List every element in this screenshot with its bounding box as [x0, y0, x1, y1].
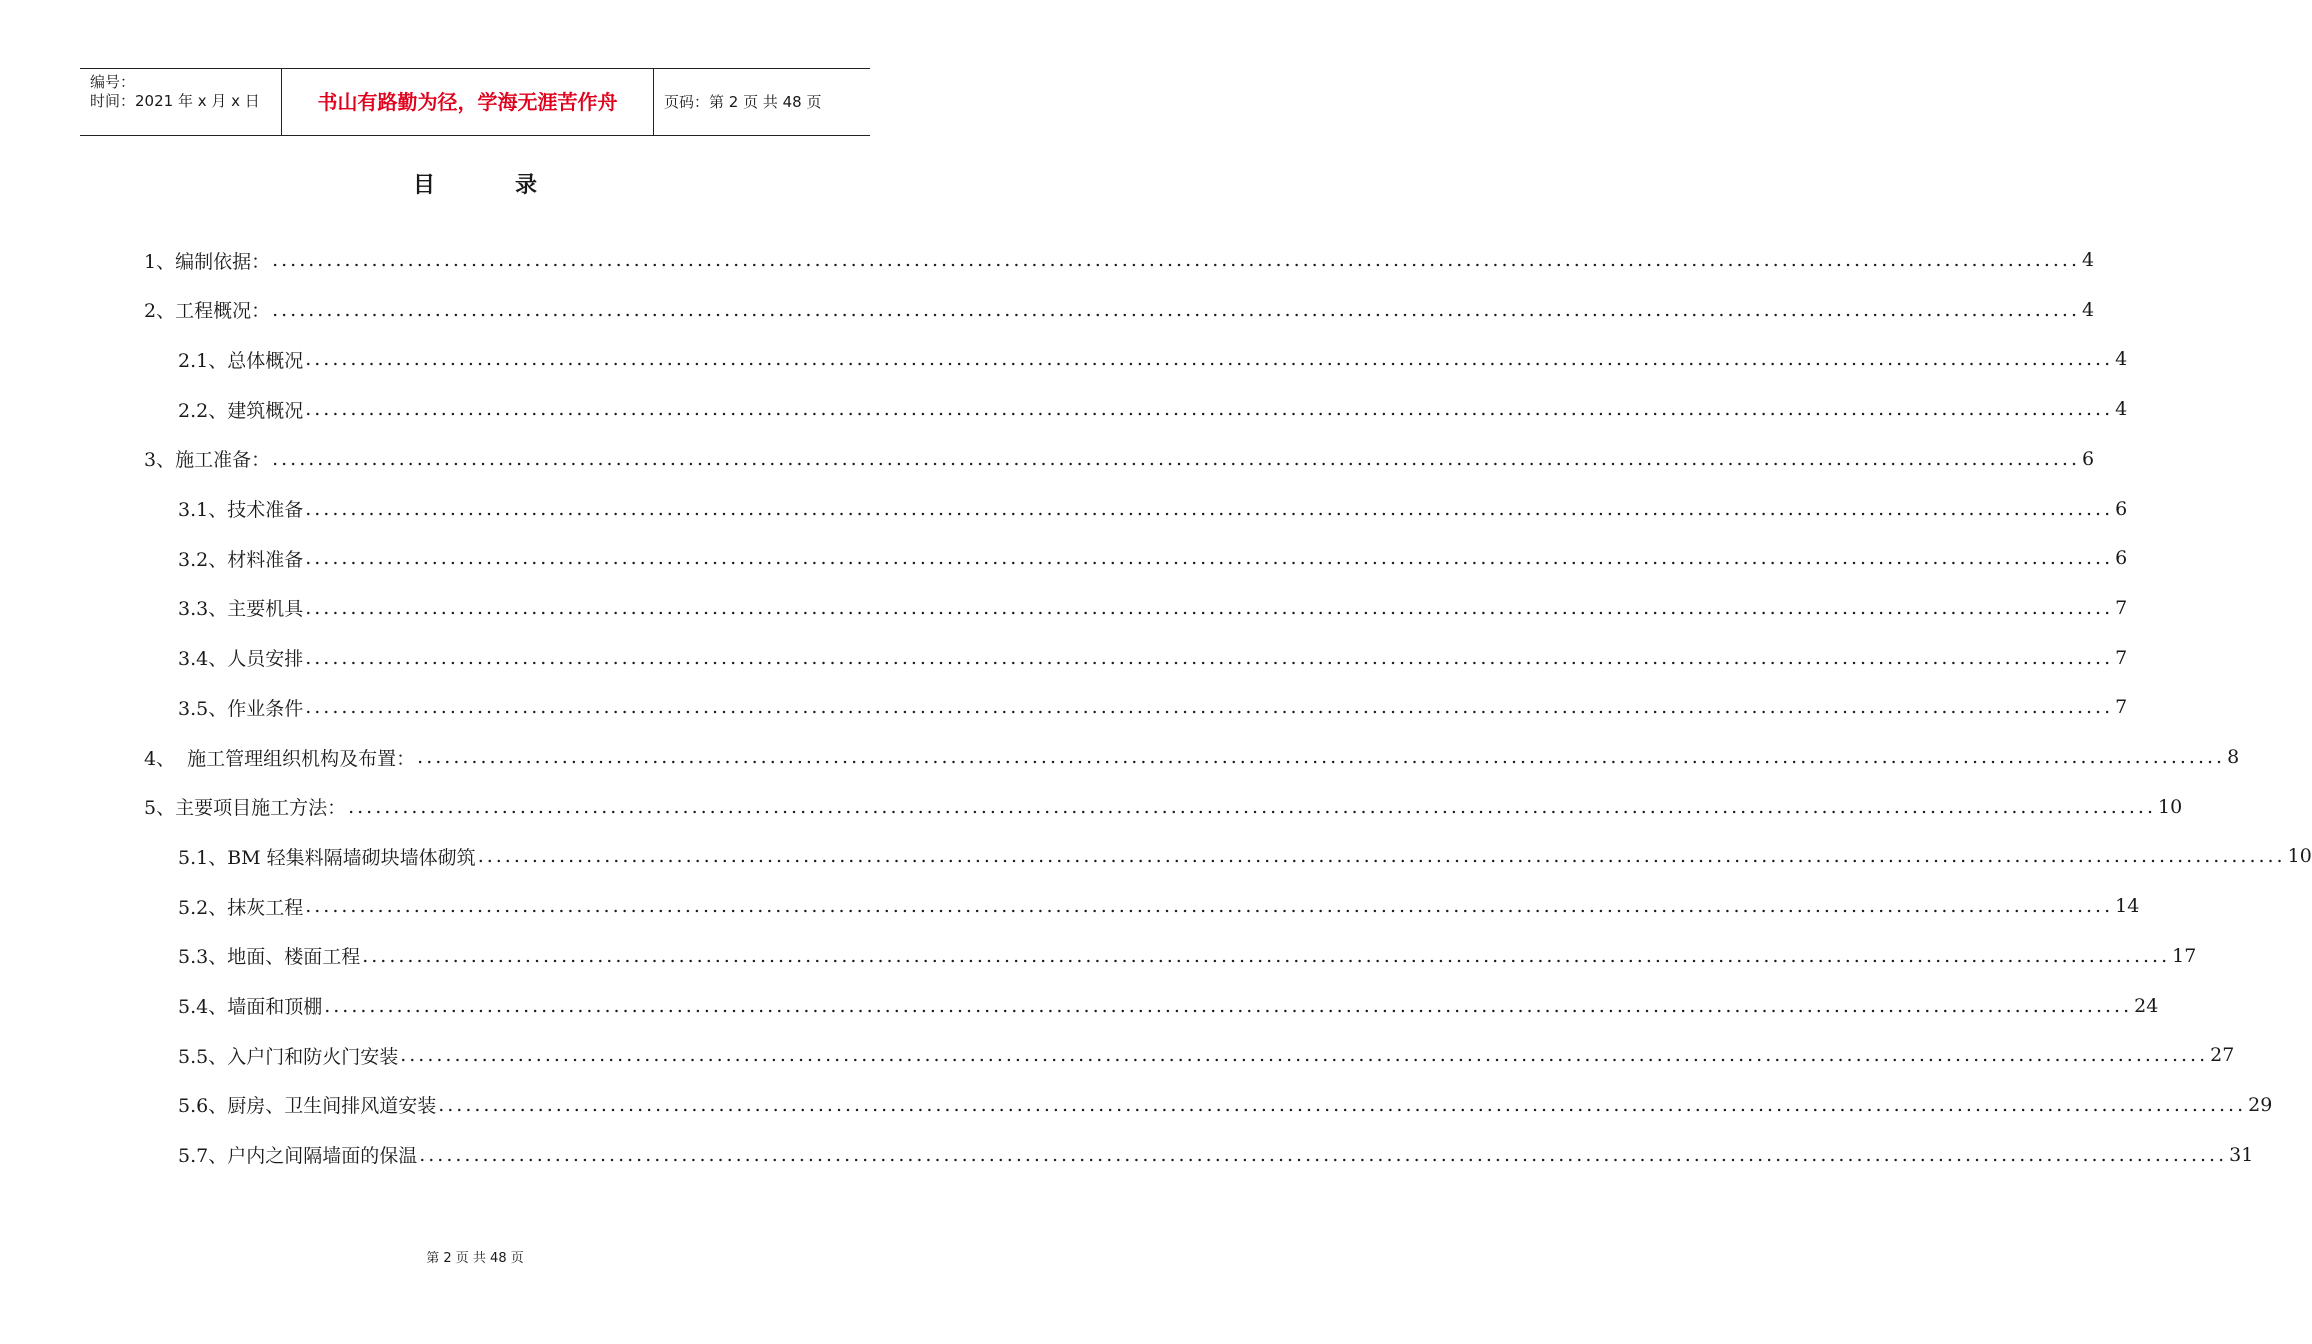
toc-leader-dots: ........................................................................................................................................................................................................ [305, 696, 2114, 719]
toc-entry-page: 4 [2082, 249, 2095, 271]
toc-title-right: 录 [515, 173, 538, 198]
toc-entry[interactable] [178, 687, 2128, 727]
header-page-info: 页码：第 2 页 共 48 页 [664, 93, 822, 111]
toc-entry-page: 6 [2082, 447, 2095, 470]
toc-entry-page: 4 [2115, 398, 2128, 421]
toc-entry[interactable] [178, 986, 2159, 1026]
toc-entry[interactable] [144, 240, 2095, 280]
toc-entry[interactable] [178, 588, 2128, 628]
toc-entry[interactable] [178, 1085, 2273, 1125]
toc-leader-dots: ........................................................................................................................................................................................................ [419, 1143, 2228, 1166]
toc-entry-label: 3.5、作业条件 [178, 697, 304, 720]
toc-leader-dots: ........................................................................................................................................................................................................ [305, 646, 2114, 669]
toc-leader-dots: ........................................................................................................................................................................................................ [362, 944, 2171, 967]
toc-entry[interactable] [144, 290, 2095, 330]
toc-entry-page: 31 [2229, 1143, 2254, 1166]
toc-entry-page: 17 [2172, 944, 2197, 967]
toc-entry-label: 5.6、厨房、卫生间排风道安装 [178, 1095, 437, 1118]
toc-title-left: 目 [412, 173, 435, 198]
toc-leader-dots: ........................................................................................................................................................................................................ [305, 547, 2114, 570]
header-motto: 书山有路勤为径，学海无涯苦作舟 [282, 69, 654, 135]
toc-entry-page: 10 [2158, 795, 2183, 818]
toc-entry-label: 4、 施工管理组织机构及布置： [144, 747, 416, 770]
toc-entry-label: 2、工程概况： [144, 300, 271, 323]
document-date: 时间：2021 年 x 月 x 日 [90, 92, 260, 110]
toc-entry-page: 7 [2115, 696, 2128, 719]
toc-entry[interactable] [178, 389, 2128, 429]
toc-leader-dots: ........................................................................................................................................................................................................ [272, 249, 2081, 271]
toc-entry-label: 3.2、材料准备 [178, 548, 304, 571]
document-number-label: 编号： [90, 73, 136, 91]
toc-leader-dots: ........................................................................................................................................................................................................ [438, 1093, 2247, 1116]
toc-entry-label: 5.2、抹灰工程 [178, 896, 304, 919]
toc-leader-dots: ........................................................................................................................................................................................................ [272, 447, 2081, 470]
toc-entry[interactable] [178, 836, 2312, 876]
toc-leader-dots: ........................................................................................................................................................................................................ [477, 845, 2286, 868]
toc-entry[interactable] [178, 886, 2140, 926]
toc-leader-dots: ........................................................................................................................................................................................................ [305, 895, 2114, 918]
toc-leader-dots: ........................................................................................................................................................................................................ [400, 1044, 2209, 1067]
toc-entry-label: 1、编制依据： [144, 250, 271, 273]
toc-entry-label: 3.1、技术准备 [178, 499, 304, 521]
toc-entry-label: 5.7、户内之间隔墙面的保温 [178, 1145, 418, 1168]
toc-entry-page: 24 [2134, 994, 2159, 1017]
page-footer: 第 2 页 共 48 页 [426, 1251, 524, 1266]
toc-leader-dots: ........................................................................................................................................................................................................ [305, 497, 2114, 520]
toc-entry-page: 29 [2248, 1093, 2273, 1116]
toc-entry-label: 5.3、地面、楼面工程 [178, 946, 361, 969]
page-header [80, 68, 870, 136]
toc-entry[interactable] [144, 737, 2240, 777]
toc-entry-label: 3.4、人员安排 [178, 648, 304, 671]
toc-entry-page: 6 [2115, 547, 2128, 570]
toc-entry[interactable] [178, 936, 2197, 976]
toc-entry[interactable] [144, 439, 2095, 479]
toc-leader-dots: ........................................................................................................................................................................................................ [305, 398, 2114, 421]
toc-entry[interactable] [178, 1135, 2254, 1175]
toc-entry[interactable] [178, 538, 2128, 578]
toc-entry-label: 2.1、总体概况 [178, 349, 304, 372]
toc-entry-page: 4 [2082, 298, 2095, 321]
toc-leader-dots: ........................................................................................................................................................................................................ [348, 795, 2157, 818]
toc-entry[interactable] [178, 489, 2128, 529]
toc-entry-page: 7 [2115, 646, 2128, 669]
toc-entry-label: 3.3、主要机具 [178, 598, 304, 621]
toc-leader-dots: ........................................................................................................................................................................................................ [417, 746, 2226, 768]
toc-entry-page: 27 [2210, 1044, 2235, 1067]
toc-leader-dots: ........................................................................................................................................................................................................ [305, 348, 2114, 371]
toc-entry-page: 8 [2227, 746, 2240, 768]
toc-entry-page: 7 [2115, 596, 2128, 619]
toc-entry-page: 10 [2287, 845, 2312, 868]
toc-entry-label: 5.5、入户门和防火门安装 [178, 1045, 399, 1068]
header-info-cell [80, 69, 282, 135]
toc-entry-page: 14 [2115, 895, 2140, 918]
toc-leader-dots: ........................................................................................................................................................................................................ [272, 298, 2081, 321]
toc-entry[interactable] [178, 1035, 2235, 1075]
toc-entry-label: 5.4、墙面和顶棚 [178, 996, 323, 1018]
toc-entry-label: 5.1、BM 轻集料隔墙砌块墙体砌筑 [178, 846, 476, 869]
toc-entry-page: 6 [2115, 497, 2128, 520]
toc-title [0, 168, 950, 199]
toc-entry[interactable] [178, 339, 2128, 379]
toc-entry[interactable] [178, 638, 2128, 678]
toc-entry-label: 3、施工准备： [144, 449, 271, 472]
toc-entry-label: 2.2、建筑概况 [178, 399, 304, 422]
toc-entry[interactable] [144, 787, 2183, 827]
toc-leader-dots: ........................................................................................................................................................................................................ [305, 596, 2114, 619]
toc-entry-page: 4 [2115, 348, 2128, 371]
toc-leader-dots: ........................................................................................................................................................................................................ [324, 994, 2133, 1017]
toc-entry-label: 5、主要项目施工方法： [144, 797, 347, 820]
